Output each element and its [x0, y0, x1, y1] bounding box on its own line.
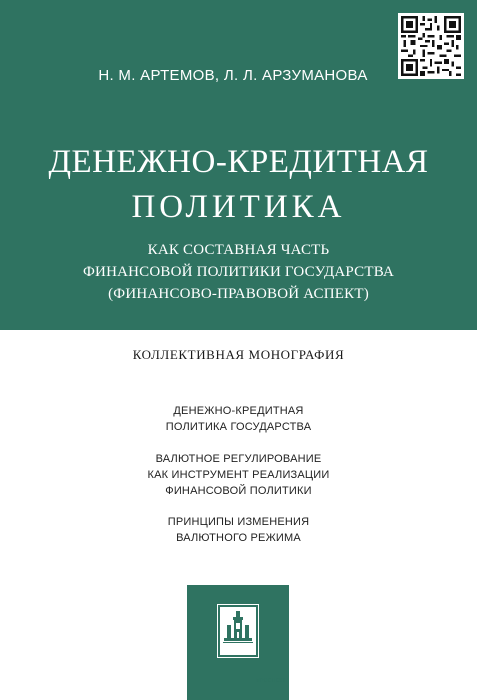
- title-line-2: ПОЛИТИКА: [131, 189, 346, 225]
- book-title: [0, 146, 477, 224]
- topic-line: ВАЛЮТНОГО РЕЖИМА: [176, 532, 301, 544]
- topic-item: [90, 514, 387, 546]
- publisher-block: [187, 585, 289, 700]
- topic-line: ФИНАНСОВОЙ ПОЛИТИКИ: [165, 485, 312, 497]
- topic-line: ПОЛИТИКА ГОСУДАРСТВА: [165, 421, 312, 433]
- topic-line: ВАЛЮТНОЕ РЕГУЛИРОВАНИЕ: [155, 453, 322, 465]
- book-subtitle: [0, 239, 477, 305]
- title-band: [0, 0, 477, 330]
- topic-item: [90, 403, 387, 435]
- monograph-type: КОЛЛЕКТИВНАЯ МОНОГРАФИЯ: [132, 347, 345, 362]
- topic-item: [90, 451, 387, 499]
- subtitle-line-3: (ФИНАНСОВО-ПРАВОВОЙ АСПЕКТ): [108, 286, 369, 302]
- authors: Н. М. АРТЕМОВ, Л. Л. АРЗУМАНОВА: [98, 67, 368, 84]
- topic-line: ДЕНЕЖНО-КРЕДИТНАЯ: [173, 405, 304, 417]
- publisher-tower-logo-icon: [218, 605, 286, 684]
- publisher-name: ПРОСПЕКТ: [256, 678, 286, 684]
- topic-line: ПРИНЦИПЫ ИЗМЕНЕНИЯ: [167, 516, 310, 528]
- subtitle-line-1: КАК СОСТАВНАЯ ЧАСТЬ: [147, 242, 330, 258]
- topic-line: КАК ИНСТРУМЕНТ РЕАЛИЗАЦИИ: [147, 469, 330, 481]
- title-line-1: ДЕНЕЖНО-КРЕДИТНАЯ: [48, 144, 429, 180]
- subtitle-line-2: ФИНАНСОВОЙ ПОЛИТИКИ ГОСУДАРСТВА: [82, 264, 395, 280]
